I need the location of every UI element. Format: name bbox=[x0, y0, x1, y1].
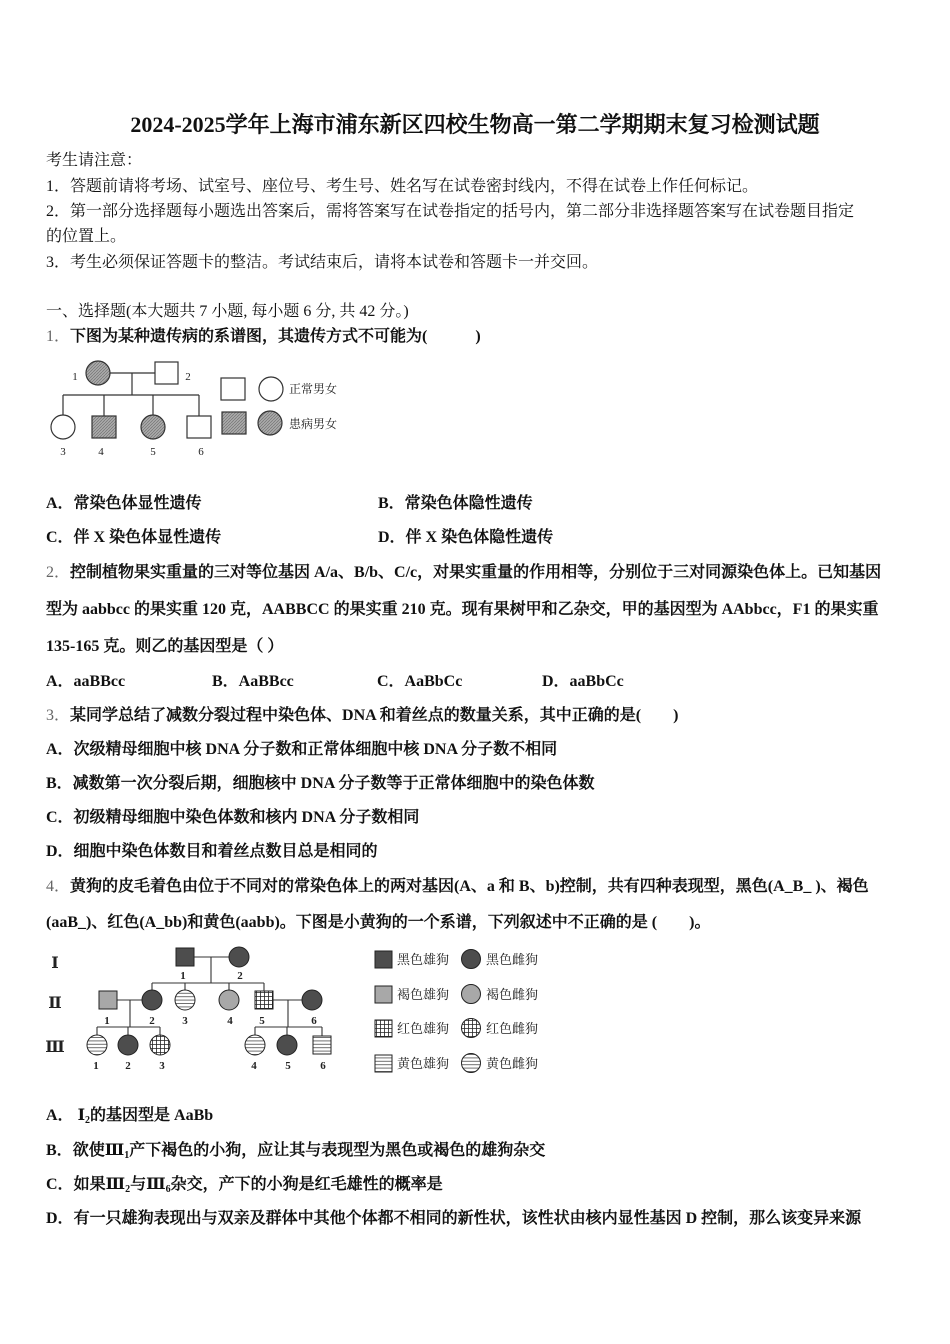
q4-stem-text-1: 黄狗的皮毛着色由位于不同对的常染色体上的两对基因(A、a 和 B、b)控制，共有四种表现型，黑色(A_B_ )、褐色 bbox=[70, 878, 869, 895]
q4-legend-yellow-male bbox=[375, 1055, 392, 1072]
q4-I-label-2: 2 bbox=[237, 970, 243, 982]
q1-individual-4-affected-male bbox=[92, 416, 116, 438]
q4-option-b-sub-1: 1 bbox=[124, 1150, 130, 1161]
q4-option-b bbox=[46, 1141, 545, 1161]
q1-option-a: A．常染色体显性遗传 bbox=[46, 495, 202, 512]
q4-II-1-brown-male bbox=[99, 991, 117, 1009]
q4-generation-3-label: Ⅲ bbox=[45, 1039, 65, 1056]
q2-stem-text-1: 控制植物果实重量的三对等位基因 A/a、B/b、C/c，对果实重量的作用相等，分别位于三对同源染色体上。已知基因 bbox=[70, 564, 882, 581]
q4-legend-text-brown-female: 褐色雌狗 bbox=[486, 987, 539, 1002]
notice-line-2-cont: 的位置上。 bbox=[46, 228, 127, 245]
q4-II-label-5: 5 bbox=[259, 1015, 265, 1027]
q2-stem-line-1 bbox=[46, 563, 881, 583]
q4-option-c-text-3: 杂交，产下的小狗是红毛雄性的概率是 bbox=[170, 1176, 443, 1193]
q4-number: 4． bbox=[46, 878, 71, 895]
q4-option-c-text-1: 如果Ⅲ bbox=[73, 1176, 126, 1193]
q1-number: 1． bbox=[46, 328, 71, 345]
q4-option-c-text-2: 与Ⅲ bbox=[130, 1176, 166, 1193]
q1-label-1: 1 bbox=[72, 371, 78, 383]
notice-line-2: 2．第一部分选择题每小题选出答案后，需将答案写在试卷指定的括号内，第二部分非选择题答案写在试卷题目指定 bbox=[46, 203, 855, 220]
notice-line-3: 3．考生必须保证答题卡的整洁。考试结束后，请将本试卷和答题卡一并交回。 bbox=[46, 254, 599, 271]
q4-option-c-label: C． bbox=[46, 1176, 74, 1193]
q4-option-a-text-1: Ⅰ bbox=[77, 1107, 86, 1124]
q4-legend-text-brown-male: 褐色雄狗 bbox=[397, 987, 450, 1002]
q4-legend-red-male bbox=[375, 1020, 392, 1037]
q1-stem bbox=[46, 327, 481, 347]
q4-II-label-4: 4 bbox=[227, 1015, 233, 1027]
q3-option-c: C．初级精母细胞中染色体数和核内 DNA 分子数相同 bbox=[46, 809, 420, 826]
q1-individual-5-affected-female bbox=[141, 415, 165, 439]
q1-stem-text: 下图为某种遗传病的系谱图，其遗传方式不可能为( ) bbox=[70, 328, 481, 345]
q4-legend-text-black-male: 黑色雄狗 bbox=[397, 952, 450, 967]
q3-stem bbox=[46, 706, 678, 726]
q4-I-label-1: 1 bbox=[180, 970, 186, 982]
q1-individual-2-normal-male bbox=[155, 362, 178, 384]
q4-II-label-6: 6 bbox=[311, 1015, 317, 1027]
q1-legend-affected-male bbox=[222, 412, 246, 434]
q1-pedigree-figure bbox=[0, 350, 360, 465]
q4-pedigree-figure bbox=[0, 940, 560, 1085]
q2-option-c: C．AaBbCc bbox=[377, 673, 463, 690]
q2-option-b: B．AaBBcc bbox=[212, 673, 294, 690]
q2-stem-line-3: 135-165 克。则乙的基因型是（ ） bbox=[46, 638, 284, 655]
q1-option-b: B．常染色体隐性遗传 bbox=[378, 495, 533, 512]
q1-child-lines bbox=[63, 395, 199, 416]
q4-legend-text-red-female: 红色雌狗 bbox=[486, 1021, 539, 1036]
q4-option-a-text-2: 的基因型是 AaBb bbox=[90, 1107, 214, 1124]
q4-generation-1-label: Ⅰ bbox=[51, 955, 59, 972]
q4-III-2-black-female bbox=[118, 1035, 138, 1055]
q4-III-1-yellow-female bbox=[87, 1035, 107, 1055]
section-header: 一、选择题(本大题共 7 小题, 每小题 6 分, 共 42 分。) bbox=[46, 303, 409, 320]
q1-legend-normal-female bbox=[259, 377, 283, 401]
q4-II-label-3: 3 bbox=[182, 1015, 188, 1027]
q1-option-c: C．伴 X 染色体显性遗传 bbox=[46, 529, 222, 546]
q1-label-4: 4 bbox=[98, 446, 104, 458]
q4-III-6-yellow-male bbox=[313, 1036, 331, 1054]
q1-label-5: 5 bbox=[150, 446, 156, 458]
q1-individual-1-affected-female bbox=[86, 361, 110, 385]
q4-I-2-black-female bbox=[229, 947, 249, 967]
q4-legend-brown-female bbox=[462, 985, 481, 1004]
q3-option-d: D．细胞中染色体数目和着丝点数目总是相同的 bbox=[46, 843, 378, 860]
q4-generation-2-label: Ⅱ bbox=[48, 995, 62, 1012]
q4-option-c-sub-2: 6 bbox=[165, 1184, 171, 1195]
q4-III-5-black-female bbox=[277, 1035, 297, 1055]
q4-III-4-yellow-female bbox=[245, 1035, 265, 1055]
q4-I-1-black-male bbox=[176, 948, 194, 966]
q1-label-6: 6 bbox=[198, 446, 204, 458]
q2-option-d: D．aaBbCc bbox=[542, 673, 624, 690]
q1-legend-affected-text: 患病男女 bbox=[289, 417, 338, 431]
q4-option-b-label: B． bbox=[46, 1142, 73, 1159]
q4-III-label-1: 1 bbox=[93, 1060, 99, 1072]
q3-option-a: A．次级精母细胞中核 DNA 分子数和正常体细胞中核 DNA 分子数不相同 bbox=[46, 741, 558, 758]
q4-legend-text-yellow-female: 黄色雌狗 bbox=[486, 1056, 539, 1071]
q4-legend-black-male bbox=[375, 951, 392, 968]
q4-III-label-3: 3 bbox=[159, 1060, 165, 1072]
notice-line-1: 1．答题前请将考场、试室号、座位号、考生号、姓名写在试卷密封线内，不得在试卷上作任何标记。 bbox=[46, 178, 759, 195]
q4-III-label-2: 2 bbox=[125, 1060, 131, 1072]
q4-option-a-sub-1: 2 bbox=[85, 1115, 91, 1126]
q4-legend-text-red-male: 红色雄狗 bbox=[397, 1021, 450, 1036]
q4-option-b-text-2: 产下褐色的小狗，应让其与表现型为黑色或褐色的雄狗杂交 bbox=[129, 1142, 546, 1159]
q4-option-c-sub-1: 2 bbox=[125, 1184, 131, 1195]
q1-individual-6-normal-male bbox=[187, 416, 211, 438]
q4-legend-text-black-female: 黑色雌狗 bbox=[486, 952, 539, 967]
q4-III-label-4: 4 bbox=[251, 1060, 257, 1072]
q1-legend-affected-female bbox=[258, 411, 282, 435]
q4-option-d bbox=[46, 1209, 861, 1229]
q4-option-d-label: D． bbox=[46, 1210, 74, 1227]
q1-label-3: 3 bbox=[60, 446, 66, 458]
q4-III-label-5: 5 bbox=[285, 1060, 291, 1072]
q4-stem-line-2: (aaB_)、红色(A_bb)和黄色(aabb)。下图是小黄狗的一个系谱，下列叙述中不正确的是 ( )。 bbox=[46, 914, 711, 931]
q4-II-6-black-female bbox=[302, 990, 322, 1010]
q4-option-a-label: A． bbox=[46, 1107, 74, 1124]
q2-stem-line-2: 型为 aabbcc 的果实重 120 克，AABBCC 的果实重 210 克。现有果树甲和乙杂交，甲的基因型为 AAbbcc，F1 的果实重 bbox=[46, 601, 879, 618]
q4-II-5-red-male bbox=[255, 991, 273, 1009]
notice-heading: 考生请注意： bbox=[46, 152, 143, 169]
q4-option-b-text-1: 欲使Ⅲ bbox=[72, 1142, 125, 1159]
q3-stem-text: 某同学总结了减数分裂过程中染色体、DNA 和着丝点的数量关系，其中正确的是( ) bbox=[70, 707, 679, 724]
q4-II-3-yellow-female bbox=[175, 990, 195, 1010]
q3-option-b: B．减数第一次分裂后期，细胞核中 DNA 分子数等于正常体细胞中的染色体数 bbox=[46, 775, 595, 792]
q4-II-label-2: 2 bbox=[149, 1015, 155, 1027]
q1-legend-normal-male bbox=[221, 378, 245, 400]
q4-II-label-1: 1 bbox=[104, 1015, 110, 1027]
q2-option-a: A．aaBBcc bbox=[46, 673, 126, 690]
q4-legend-black-female bbox=[462, 950, 481, 969]
q4-option-a bbox=[46, 1106, 213, 1126]
q4-III-3-red-female bbox=[150, 1035, 170, 1055]
q4-II-2-black-female bbox=[142, 990, 162, 1010]
q4-legend-brown-male bbox=[375, 986, 392, 1003]
q1-legend-normal-text: 正常男女 bbox=[289, 382, 338, 396]
q4-stem-line-1 bbox=[46, 877, 869, 897]
q4-option-d-text-1: 有一只雄狗表现出与双亲及群体中其他个体都不相同的新性状，该性状由核内显性基因 D 控制，那么该变异来源 bbox=[73, 1210, 862, 1227]
page-title: 2024-2025学年上海市浦东新区四校生物高一第二学期期末复习检测试题 bbox=[130, 112, 820, 137]
q4-legend-red-female bbox=[462, 1019, 481, 1038]
q1-label-2: 2 bbox=[185, 371, 191, 383]
q4-legend-yellow-female bbox=[462, 1054, 481, 1073]
q3-number: 3． bbox=[46, 707, 71, 724]
q4-legend-text-yellow-male: 黄色雄狗 bbox=[397, 1056, 450, 1071]
q4-option-c bbox=[46, 1175, 443, 1195]
q1-option-d: D．伴 X 染色体隐性遗传 bbox=[378, 529, 554, 546]
q4-III-label-6: 6 bbox=[320, 1060, 326, 1072]
q1-individual-3-normal-female bbox=[51, 415, 75, 439]
q4-gen2-child-lines bbox=[152, 983, 264, 991]
q2-number: 2． bbox=[46, 564, 71, 581]
q4-II-4-brown-female bbox=[219, 990, 239, 1010]
